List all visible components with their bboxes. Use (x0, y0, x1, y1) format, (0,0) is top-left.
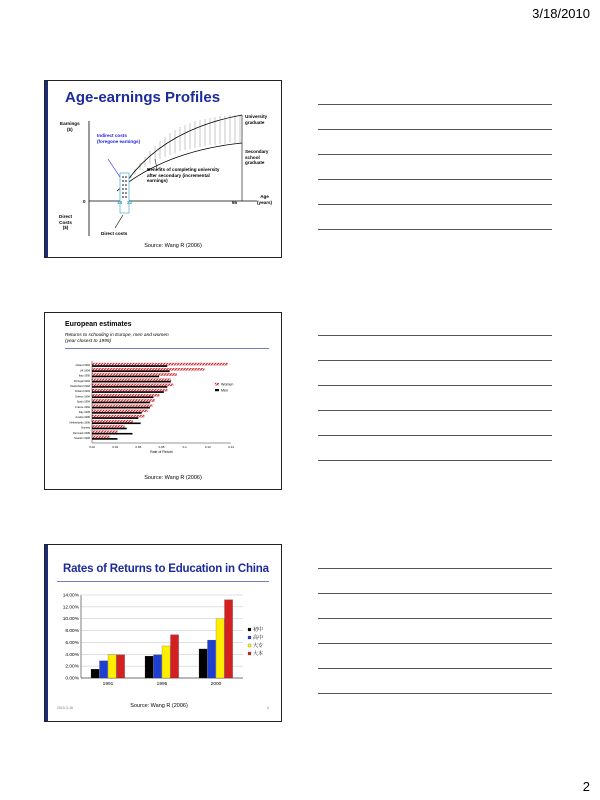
origin-zero: 0 (83, 199, 86, 204)
x-tick-label: 0.06 (135, 445, 142, 449)
notes-lines-1 (318, 104, 552, 254)
x-tick-label: 2000 (210, 682, 222, 687)
bar-women (92, 410, 148, 412)
bar-1995-2 (162, 646, 170, 678)
y-tick-label: 0.00% (65, 676, 79, 682)
bar-men (92, 402, 150, 404)
category-label: Italy 1995 (78, 411, 90, 414)
category-label: Italy 1995 (78, 374, 90, 378)
slide3-footer-right: 4 (267, 706, 269, 710)
age-axis-label: Age (years) (257, 194, 273, 205)
slide2-subtitle: Returns to schooling in Europe, men and women (year closest to 1995) (65, 333, 169, 344)
x-tick-label: 1991 (102, 682, 114, 687)
x-tick-label: 0.08 (158, 445, 165, 449)
slide3-title: Rates of Returns to Education in China (63, 563, 269, 575)
bar-men (92, 391, 164, 393)
slide-european-estimates (44, 312, 282, 490)
y-tick-label: 4.00% (65, 652, 79, 658)
legend-women-label: Women (221, 382, 234, 387)
legend-men-swatch (215, 389, 219, 391)
bar-women (92, 368, 204, 370)
page-number: 2 (582, 779, 590, 794)
earnings-axis-label: Earnings ($) (60, 121, 80, 132)
bar-2000-2 (216, 619, 224, 678)
bar-men (92, 423, 141, 425)
slide2-title: European estimates (65, 321, 132, 328)
x-tick-label: 0.1 (182, 445, 187, 449)
legend-label: 高中 (253, 635, 264, 641)
direct-costs-axis-label: Direct Costs ($) (59, 214, 73, 230)
bar-women (92, 420, 133, 422)
bar-1991-3 (117, 655, 125, 678)
category-label: Ireland 1994 (75, 364, 90, 368)
tick-22: 22 (127, 200, 133, 205)
y-tick-label: 10.00% (62, 617, 79, 623)
legend-label: 初中 (253, 627, 264, 633)
secondary-graduate-label: Secondary school graduate (245, 149, 269, 165)
slide1-title: Age-earnings Profiles (65, 89, 221, 106)
y-tick-label: 14.00% (62, 593, 79, 599)
bar-2000-3 (225, 600, 233, 678)
slide2-source: Source: Wang R (2006) (144, 475, 202, 481)
category-label: Denmark 1995 (72, 431, 90, 435)
legend-label: 大本 (253, 651, 264, 657)
bar-1995-1 (154, 655, 162, 678)
legend-swatch (248, 628, 251, 631)
category-label: Netherlands 1996 (69, 421, 90, 425)
bar-men (92, 438, 117, 440)
x-tick-label: 0.12 (204, 445, 211, 449)
category-label: Spain 1994 (76, 400, 90, 404)
university-graduate-label: University graduate (245, 114, 268, 125)
european-returns-chart (45, 358, 281, 478)
bar-women (92, 379, 171, 381)
category-label: France 1994 (75, 405, 90, 409)
indirect-costs-label: Indirect costs (foregone earnings) (97, 133, 141, 144)
page-date: 3/18/2010 (532, 6, 590, 21)
bar-women (92, 431, 117, 433)
category-label: UK 1994 (79, 369, 90, 373)
bar-men (92, 376, 159, 378)
x-tick-label: 1995 (156, 682, 168, 687)
bar-women (92, 363, 228, 365)
bar-women (92, 389, 167, 391)
category-label: Norway (81, 426, 90, 430)
bar-2000-1 (208, 640, 216, 678)
slide-age-earnings (44, 80, 282, 258)
bar-women (92, 405, 152, 407)
bar-men (92, 371, 170, 373)
slide-china-returns (44, 544, 282, 722)
x-tick-label: 0.04 (112, 445, 119, 449)
direct-cost-arrow (115, 215, 123, 228)
y-tick-label: 6.00% (65, 640, 79, 646)
slide3-footer-left: 2010-3-16 (57, 706, 73, 710)
china-returns-chart (45, 587, 281, 697)
x-axis-label: Rate of Return (150, 450, 173, 454)
bar-2000-0 (199, 649, 207, 678)
bar-women (92, 436, 109, 438)
slide2-rule (65, 348, 269, 349)
slide3-rule (57, 581, 269, 582)
bar-men (92, 386, 167, 388)
bar-men (92, 433, 133, 435)
notes-lines-2 (318, 335, 552, 485)
y-tick-label: 2.00% (65, 664, 79, 670)
bar-men (92, 381, 171, 383)
bar-1991-0 (91, 669, 99, 678)
bar-women (92, 384, 173, 386)
slide3-source: Source: Wang R (2006) (130, 703, 188, 709)
direct-cost-box (120, 173, 129, 213)
x-tick-label: 0.14 (228, 445, 234, 449)
legend-swatch (248, 652, 251, 655)
legend-swatch (248, 636, 251, 639)
bar-1995-3 (171, 635, 179, 678)
bar-1995-0 (145, 656, 153, 678)
legend-women-swatch (215, 383, 219, 385)
bar-men (92, 397, 153, 399)
bar-women (92, 394, 159, 396)
bar-1991-2 (108, 655, 116, 678)
legend-label: 大专 (253, 643, 264, 649)
x-tick-label: 0.02 (89, 445, 95, 449)
bar-men (92, 365, 167, 367)
bar-1991-1 (100, 661, 108, 678)
legend-men-label: Men (221, 388, 228, 393)
y-tick-label: 8.00% (65, 629, 79, 635)
slide1-source: Source: Wang R (2006) (144, 243, 202, 249)
category-label: Greece 1994 (75, 395, 90, 399)
indirect-cost-arrow (108, 159, 120, 177)
tick-65: 65 (232, 200, 238, 205)
bar-women (92, 373, 177, 375)
category-label: Austria 1995 (75, 416, 90, 420)
legend-swatch (248, 644, 251, 647)
y-tick-label: 12.00% (62, 605, 79, 611)
bar-women (92, 415, 144, 417)
bar-men (92, 407, 150, 409)
bar-men (92, 417, 138, 419)
category-label: Sweden 1995 (74, 437, 90, 440)
notes-lines-3 (318, 568, 552, 718)
benefits-label: Benefits of completing university after secondary (incremental earnings) (147, 167, 220, 183)
tick-18: 18 (117, 200, 123, 205)
bar-women (92, 399, 155, 401)
category-label: Finland 1993 (75, 390, 90, 394)
bar-men (92, 412, 142, 414)
category-label: Portugal 1994 (73, 379, 90, 383)
bar-women (92, 425, 124, 427)
bar-men (92, 428, 127, 430)
direct-costs-label: Direct costs (101, 231, 128, 236)
category-label: Switzerland 1994 (70, 385, 90, 388)
